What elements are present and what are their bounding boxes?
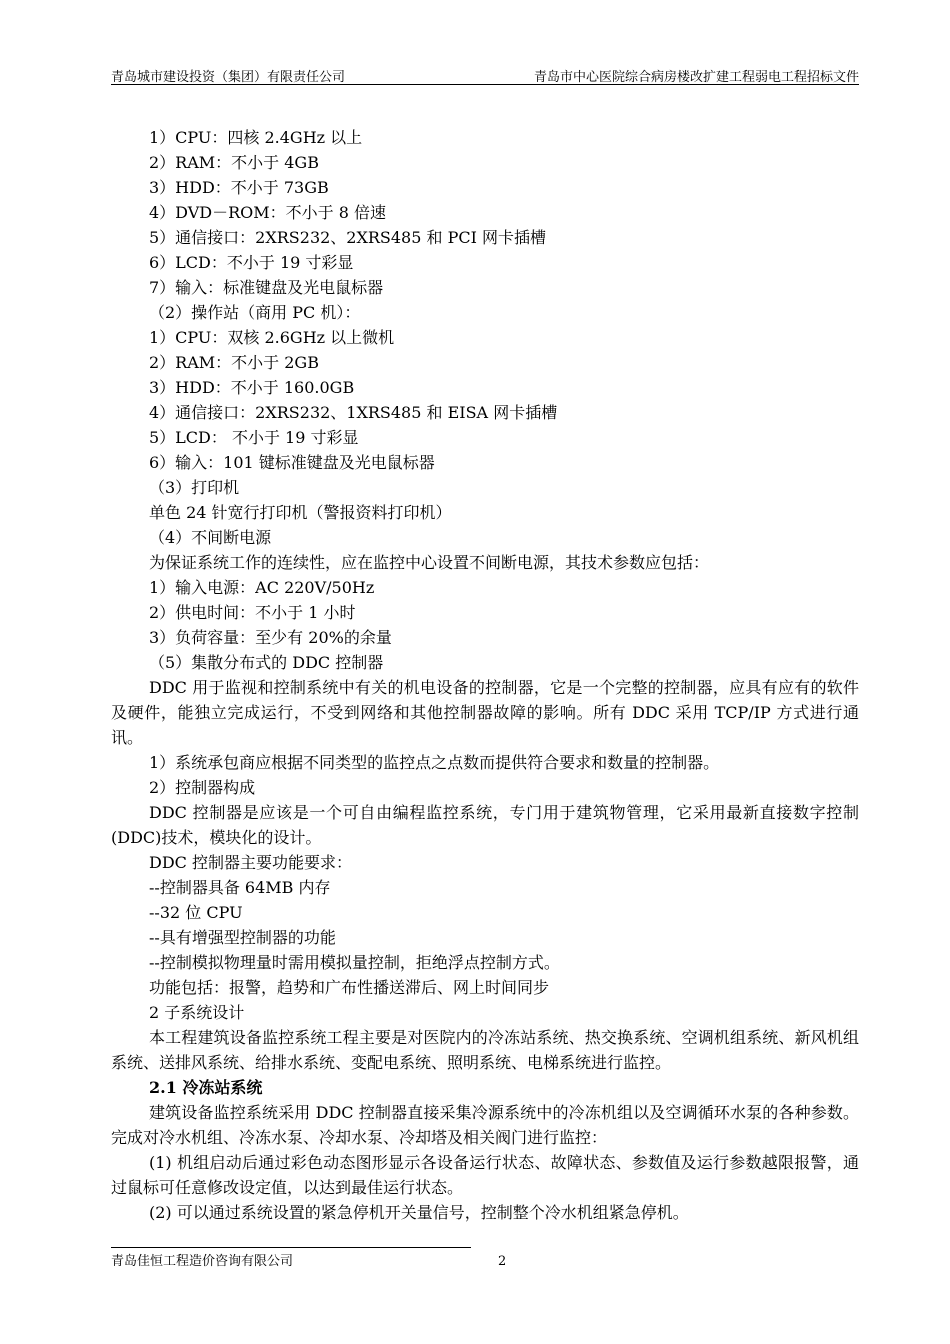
text-line: 7）输入：标准键盘及光电鼠标器 <box>149 278 384 297</box>
text-line: DDC 用于监视和控制系统中有关的机电设备的控制器，它是一个完整的控制器，应具有应有的软件及硬件，能独立完成运行，不受到网络和其他控制器故障的影响。所有 DDC 采用 TCP/IP 方式进行通讯。 <box>111 678 859 747</box>
header-document-title: 青岛市中心医院综合病房楼改扩建工程弱电工程招标文件 <box>533 70 859 85</box>
text-line: --具有增强型控制器的功能 <box>149 928 336 947</box>
text-line: 1）CPU：四核 2.4GHz 以上 <box>149 128 363 147</box>
text-line: （3）打印机 <box>149 478 240 497</box>
text-line: (2) 可以通过系统设置的紧急停机开关量信号，控制整个冷水机组紧急停机。 <box>149 1203 689 1222</box>
text-line: 5）通信接口：2XRS232、2XRS485 和 PCI 网卡插槽 <box>149 228 547 247</box>
text-line: DDC 控制器主要功能要求： <box>149 853 352 872</box>
text-line: 2）RAM：不小于 2GB <box>149 353 319 372</box>
text-line: DDC 控制器是应该是一个可自由编程监控系统，专门用于建筑物管理，它采用最新直接数字控制(DDC)技术，模块化的设计。 <box>111 803 859 847</box>
page-header <box>111 66 859 85</box>
text-line: 功能包括：报警，趋势和广布性播送滞后、网上时间同步 <box>149 978 550 997</box>
text-line: 建筑设备监控系统采用 DDC 控制器直接采集冷源系统中的冷冻机组以及空调循环水泵的各种参数。完成对冷水机组、冷冻水泵、冷却水泵、冷却塔及相关阀门进行监控： <box>111 1103 859 1147</box>
text-line: 6）输入：101 键标准键盘及光电鼠标器 <box>149 453 435 472</box>
text-line: 5）LCD： 不小于 19 寸彩显 <box>149 428 359 447</box>
text-line: 2.1 冷冻站系统 <box>149 1078 263 1097</box>
text-line: 1）输入电源：AC 220V/50Hz <box>149 578 375 597</box>
text-line: --控制器具备 64MB 内存 <box>149 878 331 897</box>
text-line: --32 位 CPU <box>149 903 243 922</box>
text-line: 1）系统承包商应根据不同类型的监控点之点数而提供符合要求和数量的控制器。 <box>149 753 720 772</box>
text-line: 4）DVD－ROM：不小于 8 倍速 <box>149 203 387 222</box>
text-line: 2）RAM：不小于 4GB <box>149 153 319 172</box>
text-line: （2）操作站（商用 PC 机）： <box>149 303 361 322</box>
text-line: 3）负荷容量：至少有 20%的余量 <box>149 628 392 647</box>
text-line: (1) 机组启动后通过彩色动态图形显示各设备运行状态、故障状态、参数值及运行参数越限报警，通过鼠标可任意修改设定值，以达到最佳运行状态。 <box>111 1153 859 1197</box>
footer-company: 青岛佳恒工程造价咨询有限公司 <box>111 1254 294 1269</box>
text-line: 3）HDD：不小于 73GB <box>149 178 329 197</box>
text-line: 本工程建筑设备监控系统工程主要是对医院内的冷冻站系统、热交换系统、空调机组系统、新风机组系统、送排风系统、给排水系统、变配电系统、照明系统、电梯系统进行监控。 <box>111 1028 859 1072</box>
document-body <box>111 125 859 1225</box>
text-line: 6）LCD：不小于 19 寸彩显 <box>149 253 354 272</box>
text-line: （5）集散分布式的 DDC 控制器 <box>149 653 384 672</box>
header-company: 青岛城市建设投资（集团）有限责任公司 <box>111 70 346 85</box>
text-line: 2 子系统设计 <box>149 1003 245 1022</box>
text-line: 2）供电时间：不小于 1 小时 <box>149 603 356 622</box>
text-line: 4）通信接口：2XRS232、1XRS485 和 EISA 网卡插槽 <box>149 403 558 422</box>
text-line: （4）不间断电源 <box>149 528 272 547</box>
text-line: 为保证系统工作的连续性，应在监控中心设置不间断电源，其技术参数应包括： <box>149 553 710 572</box>
footer-divider <box>111 1247 471 1248</box>
text-line: 1）CPU：双核 2.6GHz 以上微机 <box>149 328 395 347</box>
text-line: 单色 24 针宽行打印机（警报资料打印机） <box>149 503 452 522</box>
text-line: 3）HDD：不小于 160.0GB <box>149 378 355 397</box>
text-line: 2）控制器构成 <box>149 778 256 797</box>
text-line: --控制模拟物理量时需用模拟量控制，拒绝浮点控制方式。 <box>149 953 560 972</box>
page-number: 2 <box>498 1254 507 1269</box>
